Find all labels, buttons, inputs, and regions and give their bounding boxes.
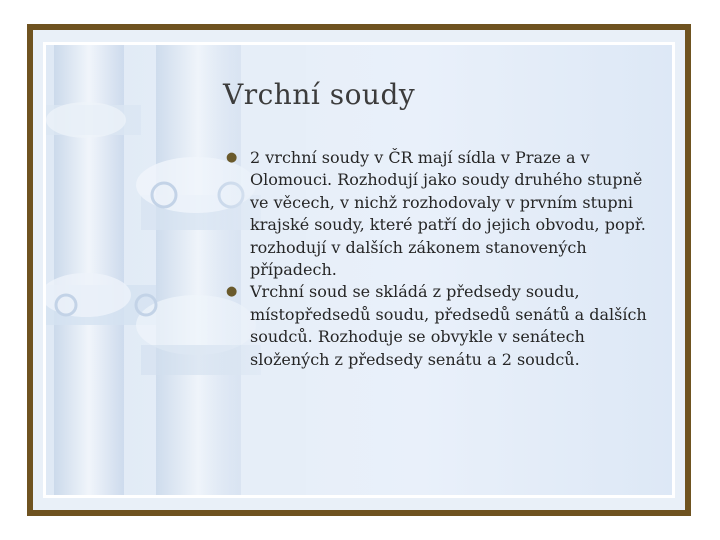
- slide-title: Vrchní soudy: [223, 78, 416, 111]
- bullet-dot-icon: ●: [226, 284, 238, 300]
- bullet-text: 2 vrchní soudy v ČR mají sídla v Praze a v Olomouci. Rozhodují jako soudy druhého stupně ve věcech, v nichž rozhodovaly v prvním stupni krajské soudy, které patří do jejich obvodu, popř. rozhodují v dalších zákonem stanovených případech.: [250, 148, 646, 280]
- bullet-text: Vrchní soud se skládá z předsedy soudu, místopředsedů soudu, předsedů senátů a dalších soudců. Rozhoduje se obvykle v senátech složených z předsedy senátu a 2 soudců.: [250, 282, 647, 369]
- bullet-dot-icon: ●: [226, 150, 238, 165]
- bullet-item: [223, 281, 653, 371]
- bullet-list: [223, 147, 653, 371]
- bullet-item: [223, 147, 653, 281]
